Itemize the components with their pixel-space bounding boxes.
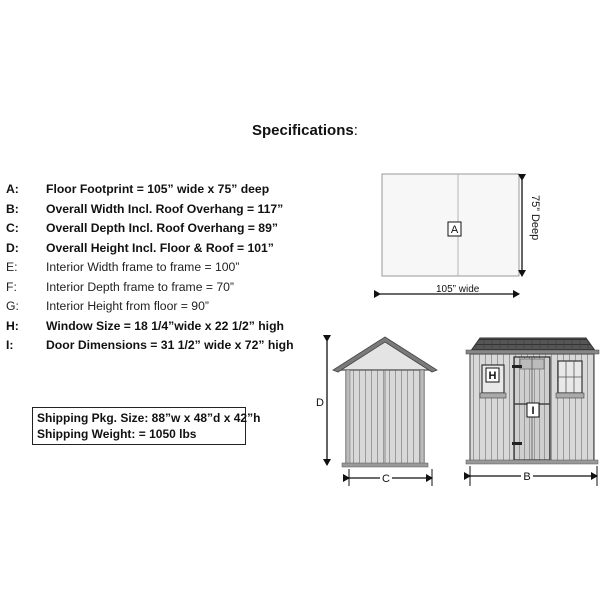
- spec-row-g: G: Interior Height from floor = 90”: [6, 299, 209, 313]
- floor-label: A: [450, 224, 459, 236]
- side-base: [342, 463, 428, 467]
- window-label: H: [488, 370, 497, 382]
- page-title: Specifications:: [252, 122, 358, 139]
- front-elevation: [466, 338, 599, 486]
- spec-row-f: F: Interior Depth frame to frame = 70”: [6, 279, 234, 294]
- side-elevation: [316, 337, 437, 486]
- spec-row-e: E: Interior Width frame to frame = 100”: [6, 260, 240, 274]
- door-hinge-bottom: [512, 442, 522, 445]
- right-window-planter: [556, 393, 584, 398]
- spec-row-c: C: Overall Depth Incl. Roof Overhang = 89”: [6, 221, 278, 235]
- spec-row-a: A: Floor Footprint = 105” wide x 75” deep: [6, 182, 270, 196]
- width-label: 105” wide: [436, 284, 480, 295]
- floor-plan: [380, 174, 541, 295]
- door-hinge-top: [512, 365, 522, 368]
- front-fascia: [466, 350, 599, 354]
- door-label: I: [531, 405, 535, 417]
- front-width-label: B: [523, 471, 531, 483]
- front-base: [466, 460, 598, 464]
- side-depth-label: C: [382, 473, 390, 485]
- spec-row-h: H: Window Size = 18 1/4”wide x 22 1/2” high: [6, 318, 284, 333]
- shipping-weight: Shipping Weight: = 1050 lbs: [37, 427, 197, 441]
- height-label: D: [316, 397, 324, 409]
- shipping-size: Shipping Pkg. Size: 88”w x 48”d x 42”h: [37, 411, 261, 425]
- spec-row-b: B: Overall Width Incl. Roof Overhang = 117”: [6, 201, 284, 216]
- spec-row-d: D: Overall Height Incl. Floor & Roof = 101”: [6, 240, 274, 255]
- side-gable: [338, 340, 432, 370]
- side-corner-trim-right: [420, 370, 424, 465]
- spec-row-i: I: Door Dimensions = 31 1/2” wide x 72” high: [6, 338, 294, 352]
- left-window-planter: [480, 393, 506, 398]
- side-corner-trim-left: [346, 370, 350, 465]
- depth-label: 75” Deep: [529, 195, 541, 241]
